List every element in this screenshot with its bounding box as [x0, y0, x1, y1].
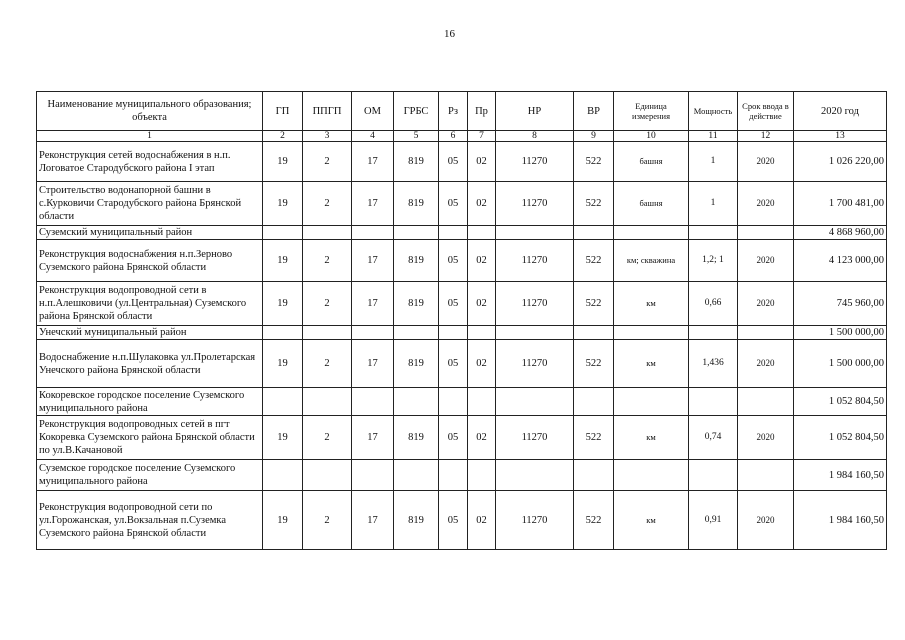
empty-cell [614, 388, 689, 416]
empty-cell [439, 326, 468, 340]
cell-rz: 05 [439, 142, 468, 182]
cell-pr: 02 [468, 416, 496, 460]
empty-cell [689, 226, 738, 240]
header-vr: ВР [574, 92, 614, 131]
cell-om: 17 [352, 340, 394, 388]
district-amount: 1 984 160,50 [794, 460, 887, 491]
cell-om: 17 [352, 182, 394, 226]
empty-cell [689, 460, 738, 491]
empty-cell [496, 460, 574, 491]
cell-start-year: 2020 [738, 182, 794, 226]
empty-cell [468, 326, 496, 340]
column-number: 6 [439, 131, 468, 142]
object-name: Реконструкция водопроводной сети в н.п.Алешковичи (ул.Центральная) Суземского района Брянской области [37, 282, 263, 326]
empty-cell [468, 460, 496, 491]
object-name: Реконструкция водоснабжения н.п.Зерново Суземского района Брянской области [37, 240, 263, 282]
cell-nr: 11270 [496, 142, 574, 182]
empty-cell [303, 326, 352, 340]
empty-cell [263, 326, 303, 340]
page-number: 16 [444, 28, 455, 40]
header-rz: Рз [439, 92, 468, 131]
empty-cell [263, 460, 303, 491]
empty-cell [574, 326, 614, 340]
empty-cell [496, 226, 574, 240]
empty-cell [574, 388, 614, 416]
cell-amount: 1 700 481,00 [794, 182, 887, 226]
empty-cell [352, 460, 394, 491]
cell-grbs: 819 [394, 182, 439, 226]
cell-amount: 1 026 220,00 [794, 142, 887, 182]
empty-cell [738, 226, 794, 240]
header-capacity: Мощность [689, 92, 738, 131]
empty-cell [689, 326, 738, 340]
column-number: 1 [37, 131, 263, 142]
empty-cell [394, 460, 439, 491]
empty-cell [614, 326, 689, 340]
cell-vr: 522 [574, 240, 614, 282]
cell-capacity: 0,66 [689, 282, 738, 326]
cell-om: 17 [352, 491, 394, 550]
cell-grbs: 819 [394, 340, 439, 388]
budget-table [36, 91, 887, 550]
cell-nr: 11270 [496, 182, 574, 226]
empty-cell [689, 388, 738, 416]
cell-gp: 19 [263, 142, 303, 182]
column-number: 13 [794, 131, 887, 142]
empty-cell [394, 326, 439, 340]
empty-cell [263, 388, 303, 416]
district-name: Суземский муниципальный район [37, 226, 263, 240]
cell-capacity: 1 [689, 182, 738, 226]
cell-vr: 522 [574, 282, 614, 326]
cell-start-year: 2020 [738, 340, 794, 388]
cell-vr: 522 [574, 416, 614, 460]
cell-vr: 522 [574, 340, 614, 388]
object-name: Реконструкция водопроводной сети по ул.Горожанская, ул.Вокзальная п.Суземка Суземского района Брянской области [37, 491, 263, 550]
cell-rz: 05 [439, 182, 468, 226]
empty-cell [468, 388, 496, 416]
cell-unit: км [614, 282, 689, 326]
table-row-district [37, 460, 887, 491]
column-number: 10 [614, 131, 689, 142]
cell-unit: башня [614, 182, 689, 226]
header-name: Наименование муниципального образования; объекта [37, 92, 263, 131]
cell-grbs: 819 [394, 240, 439, 282]
column-number-row [37, 131, 887, 142]
cell-ppgp: 2 [303, 416, 352, 460]
cell-nr: 11270 [496, 240, 574, 282]
cell-vr: 522 [574, 142, 614, 182]
header-pr: Пр [468, 92, 496, 131]
empty-cell [614, 460, 689, 491]
cell-vr: 522 [574, 182, 614, 226]
table-row-object [37, 340, 887, 388]
table-row-object [37, 240, 887, 282]
empty-cell [496, 388, 574, 416]
cell-pr: 02 [468, 240, 496, 282]
empty-cell [394, 226, 439, 240]
cell-nr: 11270 [496, 282, 574, 326]
cell-grbs: 819 [394, 491, 439, 550]
empty-cell [439, 226, 468, 240]
cell-om: 17 [352, 240, 394, 282]
cell-ppgp: 2 [303, 182, 352, 226]
column-number: 5 [394, 131, 439, 142]
object-name: Реконструкция водопроводных сетей в пгт Кокоревка Суземского района Брянской области по ул.В.Качановой [37, 416, 263, 460]
header-year-2020: 2020 год [794, 92, 887, 131]
object-name: Реконструкция сетей водоснабжения в н.п. Логоватое Стародубского района I этап [37, 142, 263, 182]
cell-gp: 19 [263, 282, 303, 326]
cell-pr: 02 [468, 142, 496, 182]
cell-amount: 4 123 000,00 [794, 240, 887, 282]
empty-cell [496, 326, 574, 340]
cell-amount: 1 500 000,00 [794, 340, 887, 388]
table-row-object [37, 416, 887, 460]
cell-gp: 19 [263, 340, 303, 388]
column-number: 2 [263, 131, 303, 142]
cell-gp: 19 [263, 491, 303, 550]
cell-pr: 02 [468, 282, 496, 326]
cell-unit: км [614, 416, 689, 460]
cell-grbs: 819 [394, 142, 439, 182]
district-amount: 4 868 960,00 [794, 226, 887, 240]
object-name: Водоснабжение н.п.Шулаковка ул.Пролетарская Унечского района Брянской области [37, 340, 263, 388]
cell-amount: 745 960,00 [794, 282, 887, 326]
empty-cell [614, 226, 689, 240]
header-om: ОМ [352, 92, 394, 131]
cell-rz: 05 [439, 340, 468, 388]
cell-start-year: 2020 [738, 240, 794, 282]
empty-cell [439, 388, 468, 416]
cell-capacity: 1,436 [689, 340, 738, 388]
column-number: 8 [496, 131, 574, 142]
cell-gp: 19 [263, 416, 303, 460]
column-number: 3 [303, 131, 352, 142]
empty-cell [303, 388, 352, 416]
header-nr: НР [496, 92, 574, 131]
empty-cell [574, 226, 614, 240]
cell-grbs: 819 [394, 282, 439, 326]
district-name: Кокоревское городское поселение Суземского муниципального района [37, 388, 263, 416]
empty-cell [738, 460, 794, 491]
table-row-object [37, 282, 887, 326]
cell-pr: 02 [468, 340, 496, 388]
cell-unit: км; скважина [614, 240, 689, 282]
cell-ppgp: 2 [303, 240, 352, 282]
object-name: Строительство водонапорной башни в с.Курковичи Стародубского района Брянской области [37, 182, 263, 226]
cell-om: 17 [352, 142, 394, 182]
header-unit: Единица измерения [614, 92, 689, 131]
cell-gp: 19 [263, 240, 303, 282]
cell-amount: 1 984 160,50 [794, 491, 887, 550]
column-number: 11 [689, 131, 738, 142]
cell-start-year: 2020 [738, 491, 794, 550]
empty-cell [738, 326, 794, 340]
table-row-district [37, 388, 887, 416]
empty-cell [468, 226, 496, 240]
district-amount: 1 500 000,00 [794, 326, 887, 340]
column-number: 4 [352, 131, 394, 142]
cell-capacity: 1,2; 1 [689, 240, 738, 282]
cell-unit: башня [614, 142, 689, 182]
empty-cell [352, 326, 394, 340]
cell-rz: 05 [439, 240, 468, 282]
empty-cell [303, 226, 352, 240]
header-gp: ГП [263, 92, 303, 131]
empty-cell [574, 460, 614, 491]
cell-start-year: 2020 [738, 416, 794, 460]
header-start-date: Срок ввода в действие [738, 92, 794, 131]
cell-nr: 11270 [496, 340, 574, 388]
cell-unit: км [614, 491, 689, 550]
column-number: 12 [738, 131, 794, 142]
district-name: Унечский муниципальный район [37, 326, 263, 340]
cell-nr: 11270 [496, 491, 574, 550]
header-grbs: ГРБС [394, 92, 439, 131]
empty-cell [394, 388, 439, 416]
cell-pr: 02 [468, 182, 496, 226]
cell-amount: 1 052 804,50 [794, 416, 887, 460]
column-number: 9 [574, 131, 614, 142]
cell-ppgp: 2 [303, 491, 352, 550]
header-ppgp: ППГП [303, 92, 352, 131]
cell-rz: 05 [439, 491, 468, 550]
table-row-district [37, 326, 887, 340]
table-row-object [37, 142, 887, 182]
empty-cell [439, 460, 468, 491]
cell-rz: 05 [439, 416, 468, 460]
table-row-district [37, 226, 887, 240]
empty-cell [352, 388, 394, 416]
cell-grbs: 819 [394, 416, 439, 460]
cell-ppgp: 2 [303, 142, 352, 182]
empty-cell [263, 226, 303, 240]
cell-capacity: 0,74 [689, 416, 738, 460]
cell-vr: 522 [574, 491, 614, 550]
cell-rz: 05 [439, 282, 468, 326]
empty-cell [303, 460, 352, 491]
cell-ppgp: 2 [303, 282, 352, 326]
cell-start-year: 2020 [738, 142, 794, 182]
empty-cell [352, 226, 394, 240]
cell-capacity: 1 [689, 142, 738, 182]
cell-om: 17 [352, 416, 394, 460]
district-name: Суземское городское поселение Суземского муниципального района [37, 460, 263, 491]
cell-unit: км [614, 340, 689, 388]
column-number: 7 [468, 131, 496, 142]
empty-cell [738, 388, 794, 416]
cell-om: 17 [352, 282, 394, 326]
cell-pr: 02 [468, 491, 496, 550]
cell-gp: 19 [263, 182, 303, 226]
cell-nr: 11270 [496, 416, 574, 460]
cell-start-year: 2020 [738, 282, 794, 326]
table-row-object [37, 491, 887, 550]
district-amount: 1 052 804,50 [794, 388, 887, 416]
table-row-object [37, 182, 887, 226]
cell-ppgp: 2 [303, 340, 352, 388]
cell-capacity: 0,91 [689, 491, 738, 550]
header-row [37, 92, 887, 131]
